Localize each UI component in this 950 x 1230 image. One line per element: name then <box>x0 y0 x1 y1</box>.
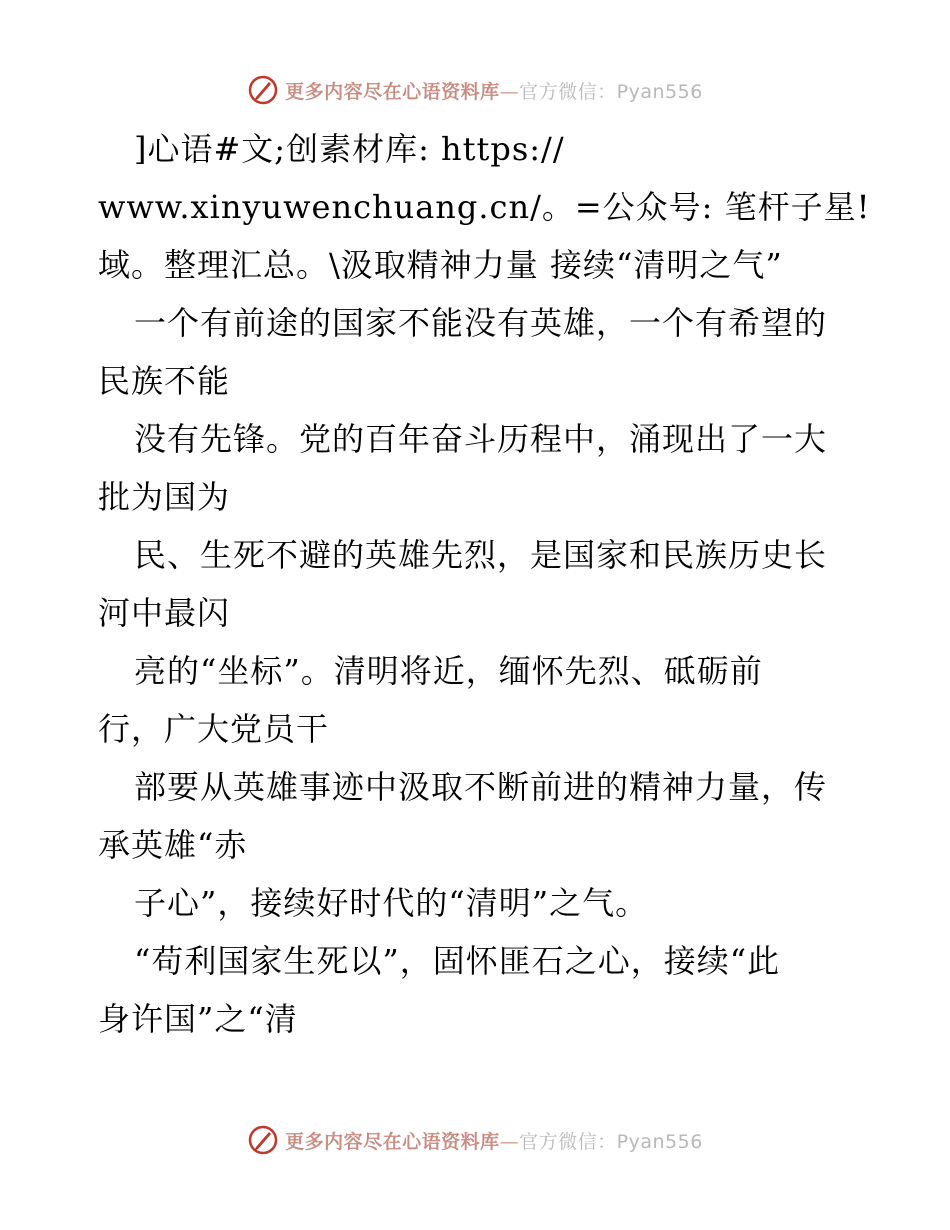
text-line: www.xinyuwenchuang.cn/。=公众号: 笔杆子星! <box>98 188 871 226</box>
text-line: 部要从英雄事迹中汲取不断前进的精神力量，传 <box>134 768 828 806</box>
text-line: 子心”，接续好时代的“清明”之气。 <box>134 884 649 922</box>
text-line: 亮的“坐标”。清明将近，缅怀先烈、砥砺前 <box>134 652 763 690</box>
footer-brand-text: 更多内容尽在心语资料库 <box>285 1130 500 1153</box>
text-line: 域。整理汇总。\汲取精神力量 接续“清明之气” <box>98 246 783 284</box>
quill-logo-icon <box>247 1124 279 1156</box>
text-line: 一个有前途的国家不能没有英雄，一个有希望的 <box>134 304 828 342</box>
text-line: 民、生死不避的英雄先烈，是国家和民族历史长 <box>134 536 828 574</box>
text-line: 河中最闪 <box>98 594 231 632</box>
text-line: 没有先锋。党的百年奋斗历程中，涌现出了一大 <box>134 420 828 458</box>
footer-dash: — <box>499 1130 520 1153</box>
text-line: “苟利国家生死以”，固怀匪石之心，接续“此 <box>134 942 781 980</box>
text-line: 批为国为 <box>98 478 231 516</box>
footer-banner[interactable] <box>247 1124 703 1156</box>
text-line: 行，广大党员干 <box>98 710 330 748</box>
header-brand-text: 更多内容尽在心语资料库 <box>285 80 500 103</box>
text-line: 承英雄“赤 <box>98 826 248 864</box>
text-line: 民族不能 <box>98 362 231 400</box>
footer-contact-text: 官方微信：Pyan556 <box>519 1130 703 1153</box>
text-line: 身许国”之“清 <box>98 1000 298 1038</box>
page-header <box>0 70 950 110</box>
quill-logo-icon <box>247 74 279 106</box>
text-line: ]心语#文;创素材库: https:// <box>134 130 565 168</box>
header-contact-text: 官方微信：Pyan556 <box>519 80 703 103</box>
page-footer <box>0 1120 950 1160</box>
document-body <box>98 120 871 1048</box>
header-dash: — <box>499 80 520 103</box>
header-banner[interactable] <box>247 74 703 106</box>
